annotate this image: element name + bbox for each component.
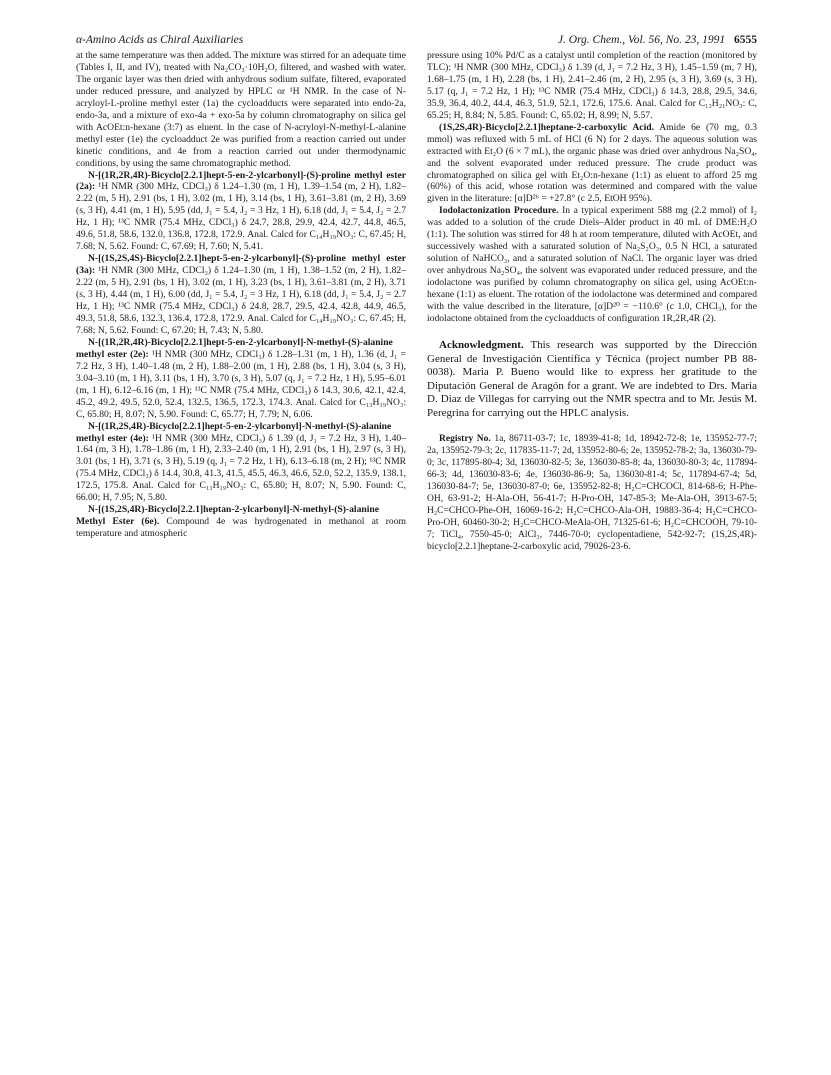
compound-3a-paragraph [76,253,406,337]
iodolactonization-heading: Iodolactonization Procedure. [439,205,559,217]
registry-heading: Registry No. [439,434,491,445]
carboxylic-acid-heading: (1S,2S,4R)-Bicyclo[2.2.1]heptane-2-carboxylic Acid. [439,121,654,133]
iodolactonization-paragraph [427,205,757,325]
left-column [76,50,406,540]
compound-2a-name: N-[(1R,2R,4R)-Bicyclo[2.2.1]hept-5-en-2-ylcarbonyl]-(S)-proline methyl ester (2a): [76,169,406,193]
registry-paragraph [427,434,757,553]
compound-6e-paragraph [76,504,406,540]
carboxylic-acid-text: Amide 6e (70 mg, 0.3 mmol) was refluxed with 5 mL of HCl (6 N) for 2 days. The aqueous solution was extracted with Et₂O (6 × 7 mL), the organic phase was dried over anhydrous Na₂SO₄, and the solvent evaporated under reduced pressure. The crude product was chromatographed on silica gel with Et₂O:n-hexane (1:1) as eluent to afford 25 mg (60%) of this acid, whose rotation was determined and compared with the value given in the literature: [α]D²⁶ = +27.8° (c 2.5, EtOH 95%). [427,121,757,205]
compound-2a-data: ¹H NMR (300 MHz, CDCl₃) δ 1.24–1.30 (m, 1 H), 1.39–1.54 (m, 2 H), 1.82–2.22 (m, 5 H), 2.91 (bs, 1 H), 3.02 (m, 1 H), 3.14 (bs, 1 H), 3.61–3.81 (m, 2 H), 3.69 (s, 3 H), 4.41 (m, 1 H), 5.95 (dd, J₁ = 5.4, J₂ = 3 Hz, 1 H), 6.18 (dd, J₁ = 5.4, J₂ = 2.7 Hz, 1 H); ¹³C NMR (75.4 MHz, CDCl₃) δ 24.7, 28.8, 29.9, 42.4, 42.7, 44.8, 46.5, 49.6, 51.8, 58.6, 132.0, 136.8, 172.8, 172.9. Anal. Calcd for C₁₄H₁₉NO₃: C, 67.45; H, 7.68; N, 5.62. Found: C, 67.69; H, 7.60; N, 5.41. [76,181,406,253]
compound-3a-name: N-[(1S,2S,4S)-Bicyclo[2.2.1]hept-5-en-2-ylcarbonyl]-(S)-proline methyl ester (3a): [76,253,406,277]
acknowledgment-text: This research was supported by the Dirección General de Investigación Científica y Técnica (project number PB 88-0038). Maria P. Bueno would like to express her gratitude to the Diputación General de Aragón for a grant. We are indebted to Drs. Maria D. Diaz de Villegas for carrying out the NMR spectra and to Mr. Jesús M. Peregrina for carrying out the HPLC analysis. [427,338,757,419]
compound-2a-paragraph [76,170,406,254]
running-head-journal-block [558,34,757,46]
page-number: 6555 [734,34,757,46]
compound-2e-data: ¹H NMR (300 MHz, CDCl₃) δ 1.28–1.31 (m, 1 H), 1.36 (d, J₁ = 7.2 Hz, 3 H), 1.40–1.48 (m, 2 H), 1.88–2.00 (m, 1 H), 2.88 (bs, 1 H), 3.04 (s, 3 H), 3.04–3.10 (m, 1 H), 3.11 (bs, 1 H), 3.70 (s, 3 H), 5.07 (q, J₁ = 7.2 Hz, 1 H), 5.95–6.01 (m, 1 H), 6.12–6.16 (m, 1 H); ¹³C NMR (75.4 MHz, CDCl₃) δ 14.3, 30.6, 42.1, 42.4, 45.2, 49.2, 49.5, 52.0, 52.4, 132.5, 136.5, 172.3, 174.3. Anal. Calcd for C₁₃H₁₉NO₃: C, 65.80; H, 8.07; N, 5.90. Found: C, 65.77; H, 7.79; N, 6.06. [76,348,406,420]
compound-4e-data: ¹H NMR (300 MHz, CDCl₃) δ 1.39 (d, J₁ = 7.2 Hz, 3 H), 1.40–1.64 (m, 3 H), 1.78–1.86 (m, 1 H), 2.33–2.40 (m, 1 H), 2.91 (bs, 1 H), 2.97 (s, 3 H), 3.01 (bs, 1 H), 3.71 (s, 3 H), 5.19 (q, J₁ = 7.2 Hz, 1 H), 6.13–6.18 (m, 2 H); ¹³C NMR (75.4 MHz, CDCl₃) δ 14.4, 30.8, 41.3, 41.5, 45.5, 46.3, 46.6, 52.0, 52.2, 135.9, 138.1, 172.5, 175.8. Anal. Calcd for C₁₃H₁₉NO₃: C, 65.80; H, 8.07; N, 5.90. Found: C, 66.00; H, 7.95; N, 5.80. [76,432,406,504]
compound-6e-continuation: pressure using 10% Pd/C as a catalyst until completion of the reaction (monitored by TLC): ¹H NMR (300 MHz, CDCl₃) δ 1.39 (d, J₁ = 7.2 Hz, 3 H), 1.45–1.59 (m, 7 H), 1.68–1.75 (m, 1 H), 2.28 (bs, 1 H), 2.41–2.46 (m, 2 H), 2.95 (s, 3 H), 3.69 (s, 3 H), 5.17 (q, J₁ = 7.2 Hz, 1 H); ¹³C NMR (75.4 MHz, CDCl₃) δ 14.3, 28.8, 29.5, 34.6, 35.9, 36.4, 40.2, 44.4, 46.3, 51.9, 52.1, 172.6, 175.6. Anal. Calcd for C₁₃H₂₁NO₃: C, 65.25; H, 8.84; N, 5.85. Found: C, 65.02; H, 8.99; N, 5.57. [427,50,757,121]
acknowledgment-paragraph [427,339,757,421]
compound-6e-data: Compound 4e was hydrogenated in methanol at room temperature and atmospheric [76,516,406,540]
right-column [427,50,757,554]
carboxylic-acid-paragraph [427,122,757,206]
compound-2e-name: N-[(1R,2R,4R)-Bicyclo[2.2.1]hept-5-en-2-ylcarbonyl]-N-methyl-(S)-alanine methyl ester (2e): [76,336,393,360]
running-head-title: α-Amino Acids as Chiral Auxiliaries [76,34,244,46]
iodolactonization-text: In a typical experiment 588 mg (2.2 mmol) of I₂ was added to a solution of the crude Diels–Alder product in 40 mL of DME:H₂O (1:1). The solution was stirred for 48 h at room temperature, diluted with AcOEt, and successively washed with a saturated solution of Na₂S₂O₃, 0.5 N HCl, a saturated solution of NaHCO₃, and a saturated solution of NaCl. The organic layer was dried over anhydrous Na₂SO₄, the solvent was evaporated under reduced pressure, and the iodolactone was purified by column chromatography on silica gel, using AcOEt:n-hexane (1:1) as eluent. The rotation of the iodolactone was determined and compared with the value described in the literature, [α]D²⁰ = −110.6° (c 1.0, CHCl₃), for the iodolactone obtained from the cycloadducts of configuration 1R,2R,4R (2). [427,205,757,324]
compound-4e-name: N-[(1R,2S,4R)-Bicyclo[2.2.1]hept-5-en-2-ylcarbonyl]-N-methyl-(S)-alanine methyl ester (4e): [76,420,392,444]
journal-citation: J. Org. Chem., Vol. 56, No. 23, 1991 [557,34,726,46]
registry-text: 1a, 86711-03-7; 1c, 18939-41-8; 1d, 18942-72-8; 1e, 135952-77-7; 2a, 135952-79-3; 2c, 117835-11-7; 2d, 135952-80-6; 2e, 135952-78-2; 3a, 136030-79-0; 3c, 117895-80-4; 3d, 136030-82-5; 3e, 136030-85-8; 4a, 136030-80-3; 4c, 117894-66-3; 4d, 136030-83-6; 4e, 136030-86-9; 5a, 136030-81-4; 5c, 117894-67-4; 5d, 136030-84-7; 5e, 136030-87-0; 6e, 135952-82-8; H₂C=CHCOCl, 814-68-6; H-Phe-OH, 63-91-2; H-Ala-OH, 56-41-7; H-Pro-OH, 147-85-3; Me-Ala-OH, 3913-67-5; H₂C=CHCO-Phe-OH, 16069-16-2; H₂C=CHCO-Ala-OH, 19883-36-4; H₂C=CHCO-Pro-OH, 60460-30-2; H₂C=CHCO-MeAla-OH, 71325-61-6; H₂C=CHCOOH, 79-10-7; TiCl₄, 7550-45-0; AlCl₃, 7446-70-0; cyclopentadiene, 542-92-7; (1S,2S,4R)-bicyclo[2.2.1]heptane-2-carboxylic acid, 79026-23-6. [427,434,758,552]
experimental-intro: at the same temperature was then added. The mixture was stirred for an adequate time (Tables I, II, and IV), treated with Na₂CO₃·10H₂O, filtered, and washed with water. The organic layer was then dried with anhydrous sodium sulfate, filtered, evaporated under reduced pressure, and analyzed by HPLC or ¹H NMR. In the case of N-acryloyl-L-proline methyl ester (1a) the cycloadducts were separated into endo-2a, endo-3a, and a mixture of exo-4a + exo-5a by column chromatography on silica gel with AcOEt:n-hexane (3:7) as eluent. In the case of N-acryloyl-N-methyl-L-alanine methyl ester (1e) the cycloadduct 2e was purified from a reaction carried out under kinetic conditions, and 4e from a reaction carried out under thermodynamic conditions, by using the same chromatographic method. [76,50,406,169]
compound-6e-name: N-[(1S,2S,4R)-Bicyclo[2.2.1]heptan-2-ylcarbonyl]-N-methyl-(S)-alanine Methyl Ester (6e). [76,504,379,528]
running-head [76,34,757,50]
compound-3a-data: ¹H NMR (300 MHz, CDCl₃) δ 1.24–1.30 (m, 1 H), 1.38–1.52 (m, 2 H), 1.82–2.22 (m, 5 H), 2.91 (bs, 1 H), 3.02 (m, 1 H), 3.23 (bs, 1 H), 3.61–3.81 (m, 2 H), 3.71 (s, 3 H), 4.44 (m, 1 H), 6.00 (dd, J₁ = 5.4, J₂ = 3 Hz, 1 H), 6.18 (dd, J₁ = 5.4, J₂ = 2.7 Hz, 1 H); ¹³C NMR (75.4 MHz, CDCl₃) δ 24.8, 28.7, 29.5, 42.4, 42.8, 44.9, 46.5, 49.3, 51.8, 58.6, 132.3, 136.4, 172.8, 172.9. Anal. Calcd for C₁₄H₁₉NO₃: C, 67.45; H, 7.68; N, 5.62. Found: C, 67.20; H, 7.43; N, 5.80. [76,265,406,336]
acknowledgment-heading: Acknowledgment. [439,338,524,351]
compound-4e-paragraph [76,421,406,505]
compound-2e-paragraph [76,337,406,421]
